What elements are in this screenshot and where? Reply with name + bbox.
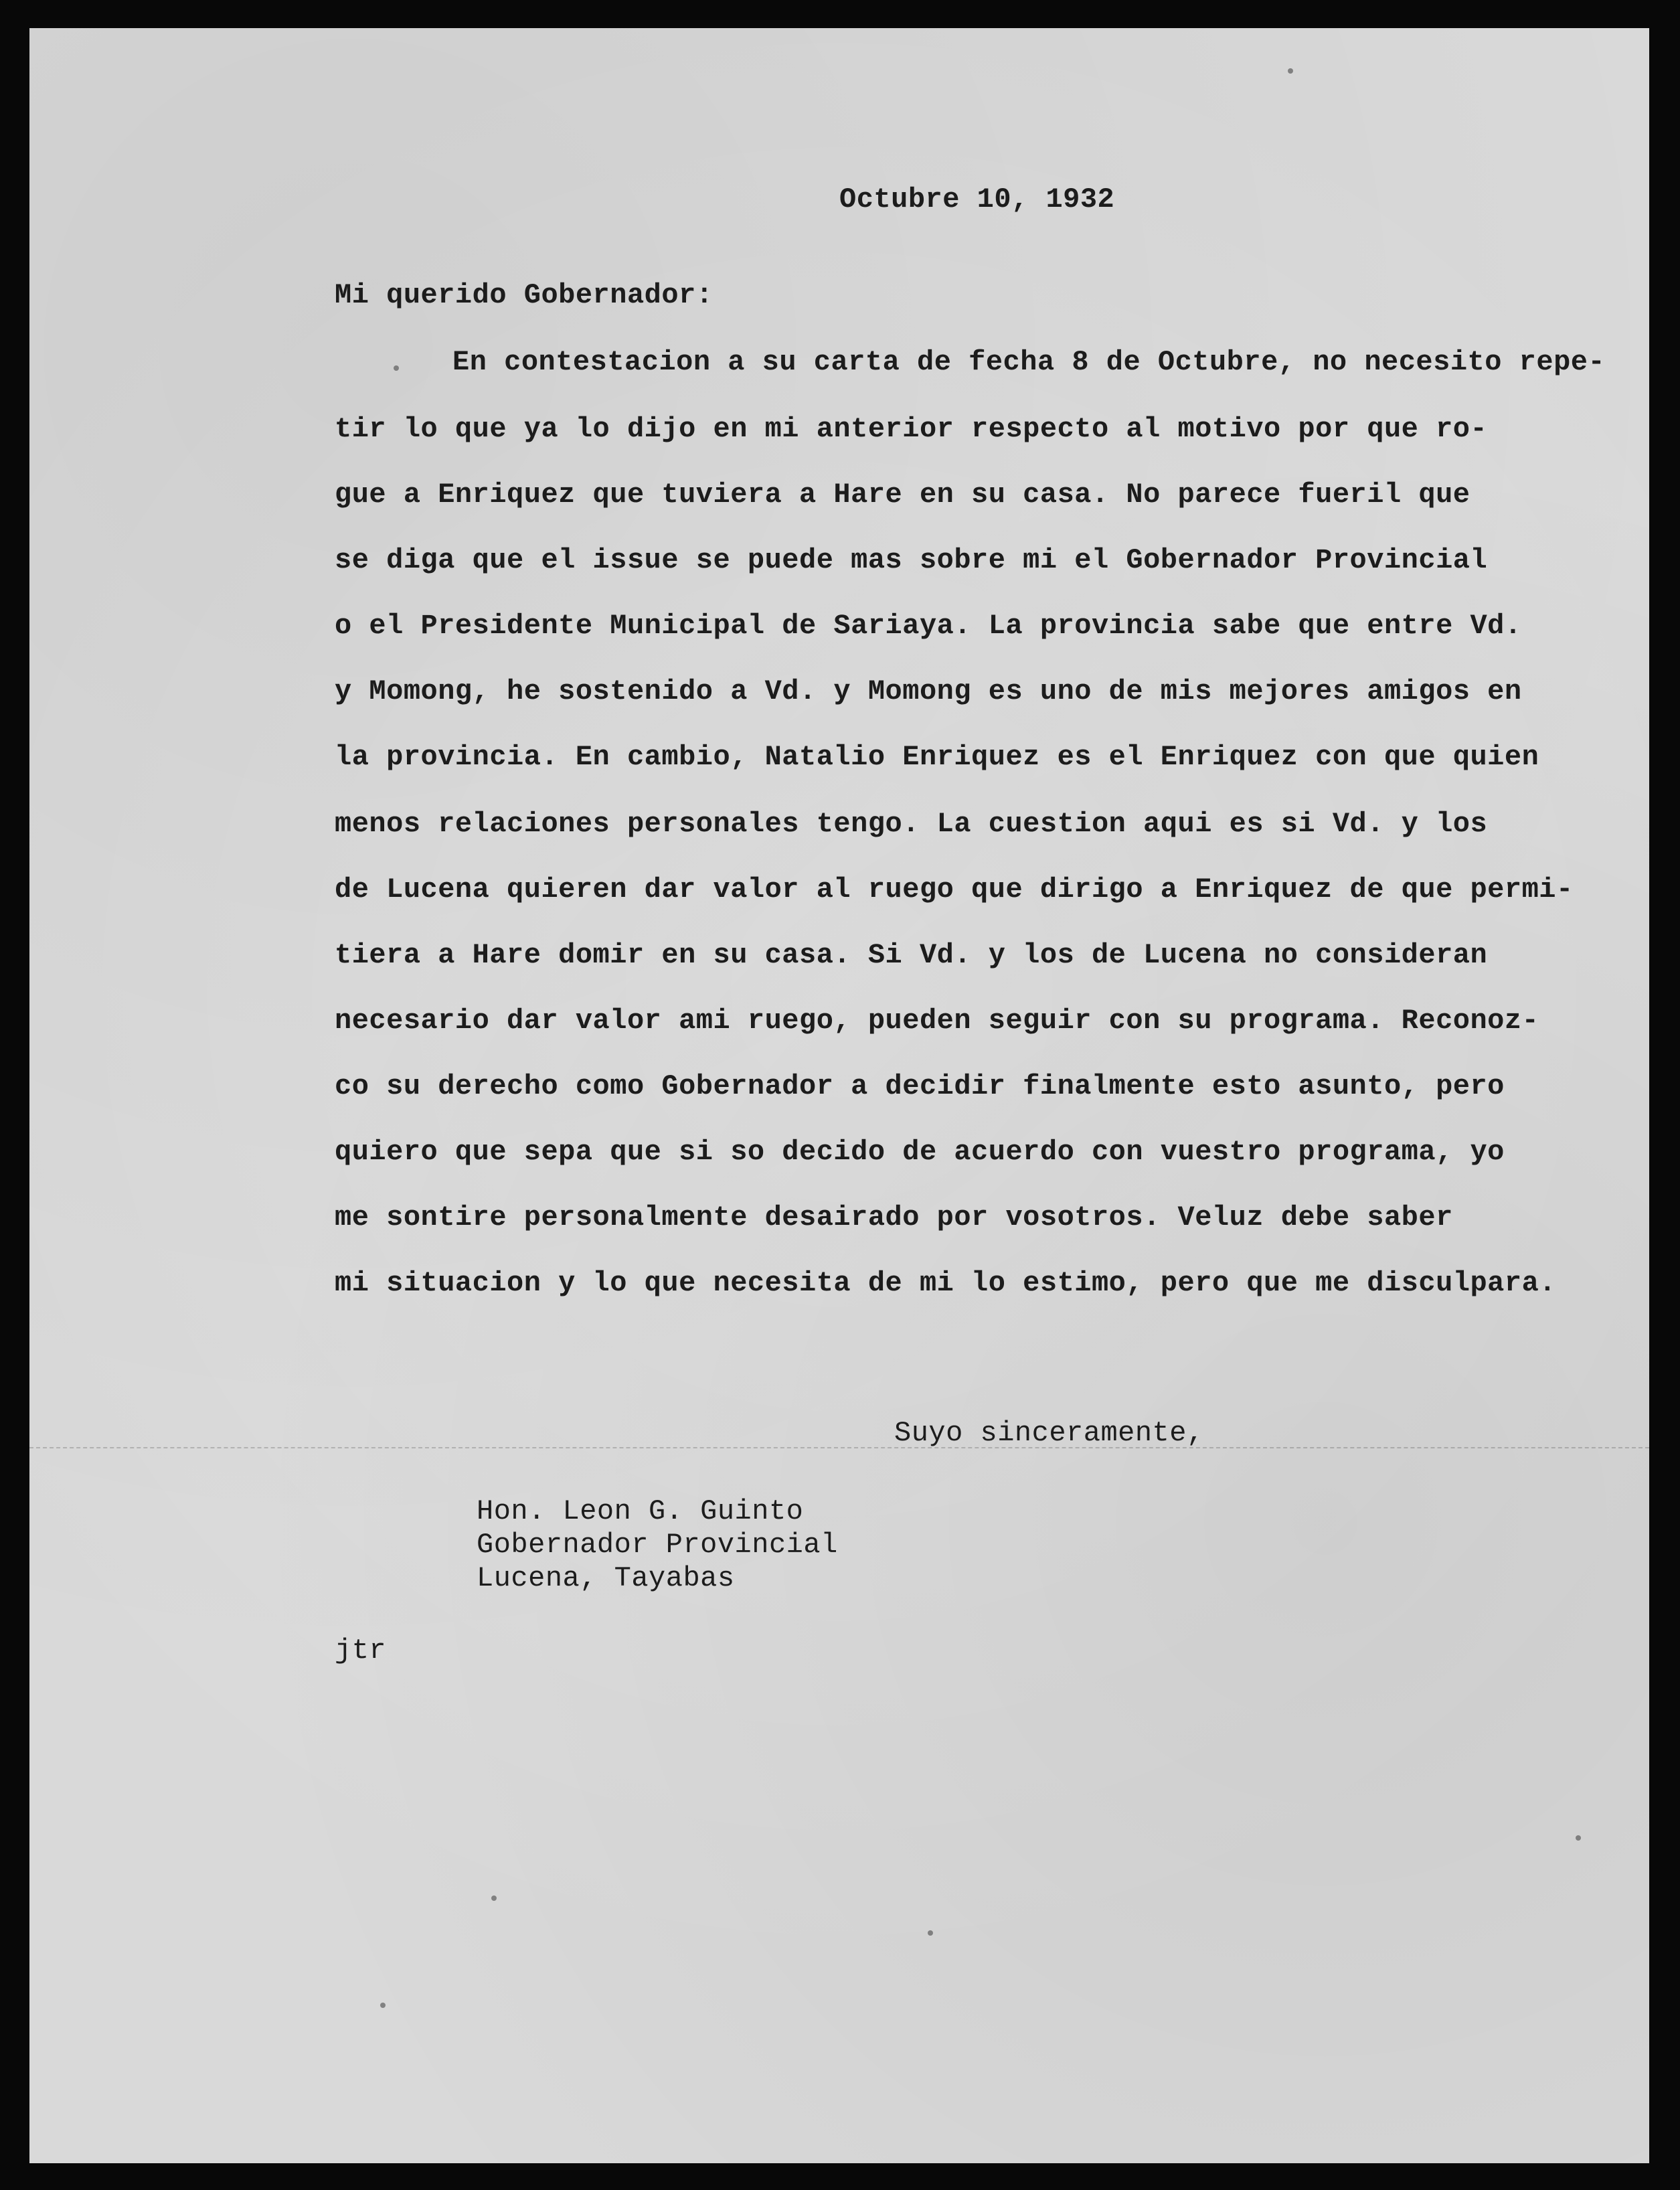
body-line: mi situacion y lo que necesita de mi lo estimo, pero que me disculpara. [335, 1267, 1556, 1299]
body-line: o el Presidente Municipal de Sariaya. La provincia sabe que entre Vd. [335, 610, 1522, 642]
ink-speck [1288, 68, 1293, 74]
body-line: y Momong, he sostenido a Vd. y Momong es uno de mis mejores amigos en [335, 675, 1522, 707]
typist-initials: jtr [335, 1634, 387, 1667]
body-line: quiero que sepa que si so decido de acuerdo con vuestro programa, yo [335, 1136, 1505, 1168]
ink-speck [380, 2003, 386, 2008]
ink-speck [491, 1896, 497, 1901]
body-line: me sontire personalmente desairado por vosotros. Veluz debe saber [335, 1201, 1453, 1234]
ink-speck [928, 1930, 933, 1936]
body-line: gue a Enriquez que tuviera a Hare en su casa. No parece fueril que [335, 479, 1471, 511]
body-line: la provincia. En cambio, Natalio Enriquez es el Enriquez con que quien [335, 741, 1539, 773]
salutation: Mi querido Gobernador: [335, 279, 713, 311]
body-line: En contestacion a su carta de fecha 8 de Octubre, no necesito repe- [452, 346, 1606, 378]
body-line: necesario dar valor ami ruego, pueden seguir con su programa. Reconoz- [335, 1005, 1539, 1037]
body-line: se diga que el issue se puede mas sobre mi el Gobernador Provincial [335, 544, 1488, 576]
recipient-location: Lucena, Tayabas [477, 1562, 735, 1594]
recipient-name: Hon. Leon G. Guinto [477, 1495, 804, 1527]
ink-speck [394, 365, 399, 371]
closing: Suyo sinceramente, [894, 1417, 1204, 1449]
letter-date: Octubre 10, 1932 [839, 183, 1115, 216]
letter-page [29, 28, 1649, 2163]
body-line: co su derecho como Gobernador a decidir finalmente esto asunto, pero [335, 1070, 1505, 1102]
body-line: menos relaciones personales tengo. La cuestion aqui es si Vd. y los [335, 808, 1488, 840]
body-line: tir lo que ya lo dijo en mi anterior respecto al motivo por que ro- [335, 413, 1488, 445]
fold-line [29, 1447, 1649, 1448]
body-line: tiera a Hare domir en su casa. Si Vd. y los de Lucena no consideran [335, 939, 1488, 971]
body-line: de Lucena quieren dar valor al ruego que dirigo a Enriquez de que permi- [335, 873, 1574, 906]
recipient-title: Gobernador Provincial [477, 1529, 838, 1561]
ink-speck [1576, 1835, 1581, 1841]
